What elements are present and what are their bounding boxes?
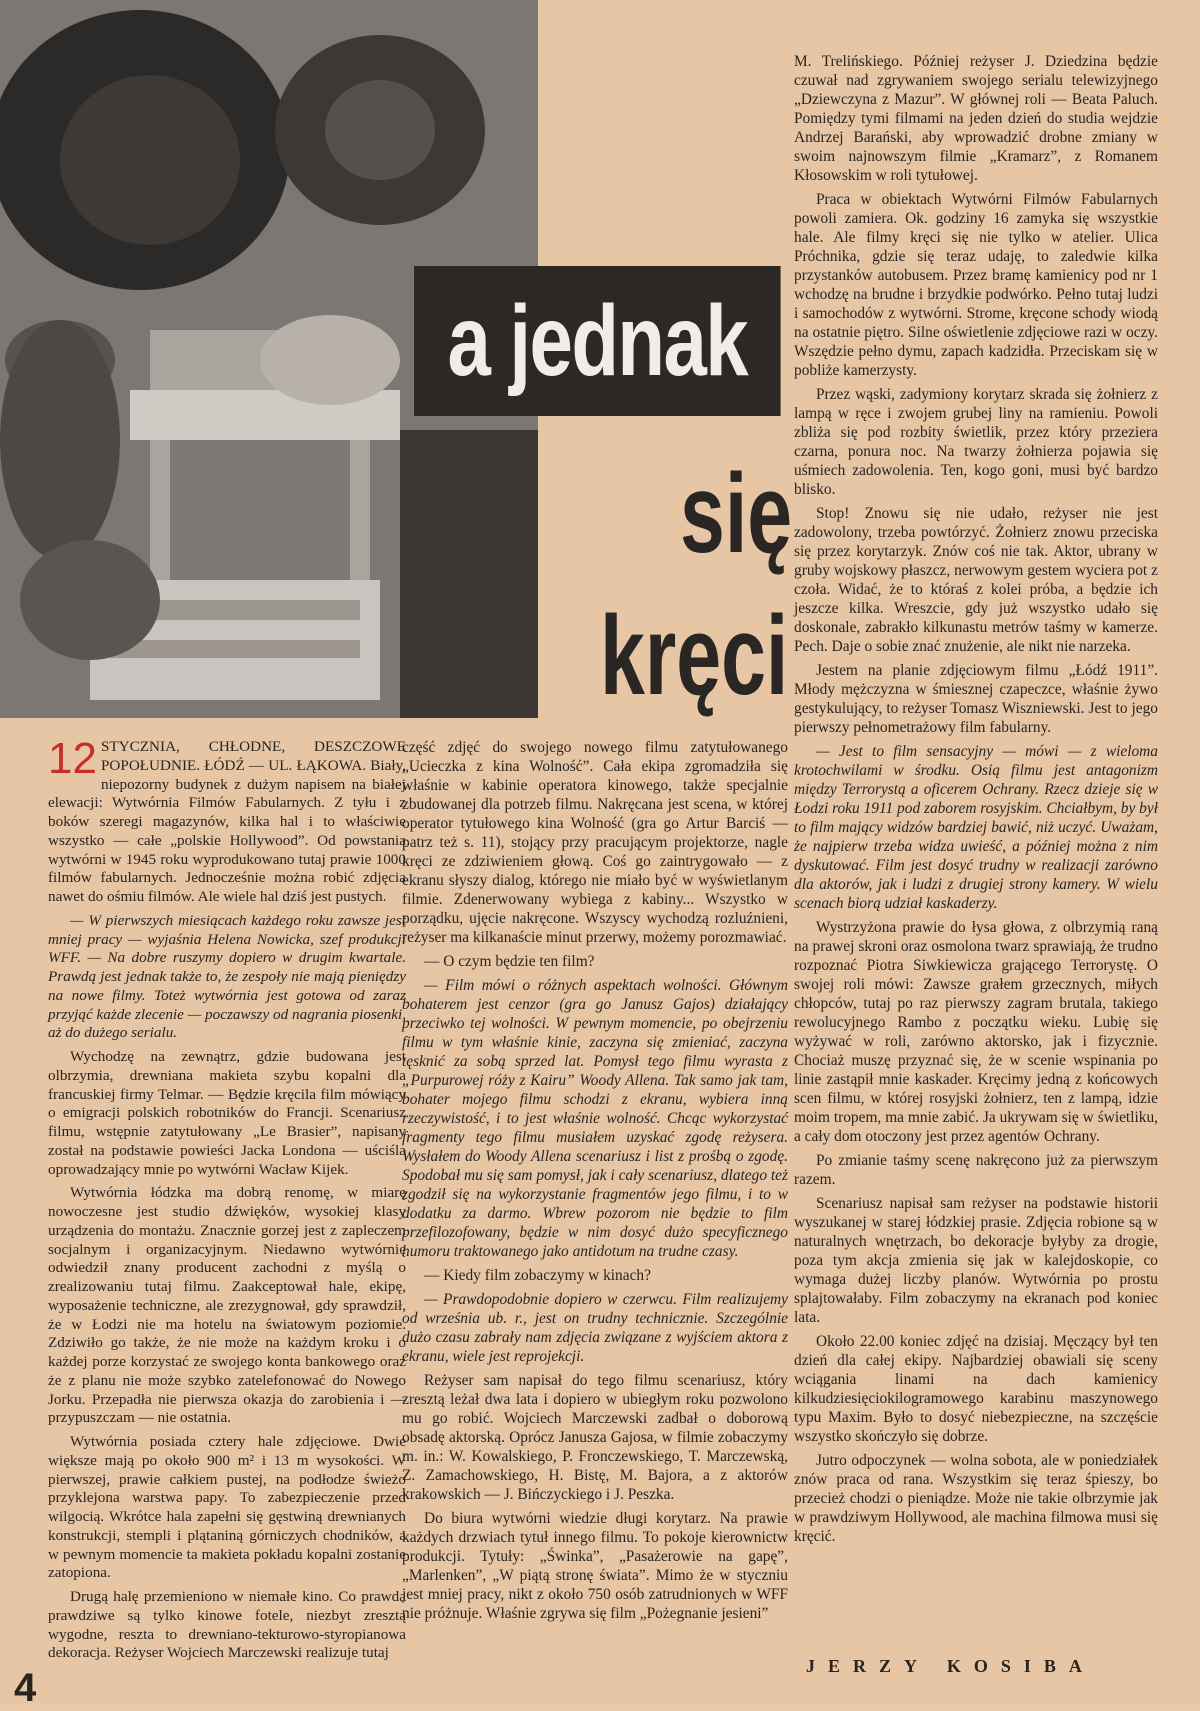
paragraph: — O czym będzie ten film? xyxy=(424,953,595,970)
headline-part1: a jednak xyxy=(447,285,748,397)
article-column-3 xyxy=(794,52,1158,1551)
paragraph: — W pierwszych miesiącach każdego roku zawsze jest mniej pracy — wyjaśnia Helena Nowicka, szef produkcji WFF. — Na dobre ruszymy dopiero w drugim kwartale. Prawdą jest jednak także to, że zespoły nie mają pieniędzy na nowe filmy. Toteż wytwórnia jest gotowa od zaraz przyjąć każde zlecenie — poczawszy od nagrania piosenki, aż do dużego serialu. xyxy=(48,911,406,1042)
paragraph: Wytwórnia łódzka ma dobrą renomę, w miarę nowoczesne jest studio dźwięków, wysokiej klasy urządzenia do montażu. Znacznie gorzej jest z zapleczem socjalnym i organizacyjnym. Niedawno wytwórnię odwiedził znany producent zachodni z myślą o zrealizowaniu tutaj filmu. Zaakceptował hale, ekipę, wyposażenie techniczne, ale zrezygnował, gdy sprawdził, że w Łodzi nie ma hotelu na światowym poziomie. Zdziwiło go także, że nie może na każdym kroku i o każdej porze korzystać ze swojego konta bankowego oraz że z planu nie może szybko zatelefonować do Nowego Jorku. Przepadła nie pierwsza okazja do zarobienia i — przypuszczam — nie ostatnia. xyxy=(48,1184,406,1427)
paragraph: Do biura wytwórni wiedzie długi korytarz. Na prawie każdych drzwiach tytuł innego filmu. To pokoje kierownictw produkcji. Tytuły: „Świnka”, „Pasażerowie na gapę”, „Marlenken”, „W piątą stronę świata”. Mimo że w styczniu jest mniej pracy, nikt z około 750 osób zatrudnionych w WFF nie próżnuje. Właśnie zgrywa się film „Pożegnanie jesieni” xyxy=(402,1510,788,1622)
paragraph: Około 22.00 koniec zdjęć na dzisiaj. Męczący był ten dzień dla całej ekipy. Najbardziej obawiali się sceny wciągania linami na dach kamienicy kilkudziesięciokilogramowego karabinu maszynowego typu Maxim. Było to dosyć niebezpieczne, na szczęście wszystko skończyło się dobrze. xyxy=(794,1333,1158,1445)
paragraph: — Film mówi o różnych aspektach wolności. Głównym bohaterem jest cenzor (gra go Janusz Gajos) działający przeciwko tej wolności. W pewnym momencie, po obejrzeniu filmu w tym właśnie kinie, zaczyna się zmieniać, zaczyna tęsknić za sobą sprzed lat. Pomysł tego filmu wyrasta z „Purpurowej róży z Kairu” Woody Allena. Tak samo jak tam, bohater mojego filmu schodzi z ekranu, wybiera inną rzeczywistość, i to jest właśnie wolność. Chcąc wykorzystać fragmenty tego filmu musiałem uzyskać zgodę reżysera. Wysłałem do Woody Allena scenariusz i list z prośbą o zgodę. Spodobał mu się sam pomysł, jak i cały scenariusz, dlatego też zgodził się na wykorzystanie fragmentów jego filmu, i to w dodatku za darmo. Wbrew pozorom nie będzie to film przefilozofowany, będzie w nim dosyć dużo specyficznego humoru traktowanego jako antidotum na trudne czasy. xyxy=(402,977,788,1260)
paragraph: Przez wąski, zadymiony korytarz skrada się żołnierz z lampą w ręce i zwojem grubej liny na ramieniu. Powoli zbliża się pod rozbity świetlik, przez który przeziera czarna, ponura noc. Na twarzy żołnierza pojawia się uśmiech zadowolenia. Ten, kogo goni, musi być bardzo blisko. xyxy=(794,386,1158,498)
dropcap-number: 12 xyxy=(48,734,97,783)
paragraph: część zdjęć do swojego nowego filmu zatytułowanego „Ucieczka z kina Wolność”. Cała ekipa zgromadziła się właśnie w kabinie operatora kinowego, także specjalnie zbudowanej dla potrzeb filmu. Nakręcana jest scena, w której operator tytułowego kina Wolność (gra go Artur Barciś — patrz też s. 11), stojący przy pracującym projektorze, nagle kręci ze zdziwieniem głową. Coś go zaintrygowało — z ekranu słyszy dialog, którego nie miało być w wyświetlanym filmie. Zdenerwowany wybiega z kabiny... Wszystko w porządku, ujęcie nakręcone. Wszyscy wychodzą rozluźnieni, reżyser ma kilkanaście minut przerwy, możemy porozmawiać. xyxy=(402,739,788,946)
author-byline: JERZY KOSIBA xyxy=(806,1656,1095,1676)
paragraph: Jutro odpoczynek — wolna sobota, ale w poniedziałek znów praca od rana. Wszystkim się teraz śpieszy, bo przecież chodzi o pieniądze. Może nie takie olbrzymie jak w prawdziwym Hollywood, ale machina filmowa musi się kręcić. xyxy=(794,1452,1158,1545)
paragraph: M. Trelińskiego. Później reżyser J. Dziedzina będzie czuwał nad zgrywaniem swojego serialu telewizyjnego „Dziewczyna z Mazur”. W głównej roli — Beata Paluch. Pomiędzy tymi filmami na jeden dzień do studia wejdzie Andrzej Barański, aby wprowadzić drobne zmiany w swoim najnowszym filmie „Kramarz”, z Romanem Kłosowskim w roli tytułowej. xyxy=(794,53,1158,184)
lead-paragraph xyxy=(48,734,406,907)
page-number: 4 xyxy=(14,1666,37,1710)
paragraph: — Jest to film sensacyjny — mówi — z wieloma krotochwilami w środku. Osią filmu jest antagonizm między Terrorystą a oficerem Ochrany. Rzecz dzieje się w Łodzi roku 1911 pod zaborem rosyjskim. Chciałbym, by był to film mający widzów bardziej bawić, niż uczyć. Uważam, że najpierw trzeba widza uwieść, a później można z nim dyskutować. Film jest dosyć trudny w realizacji zarówno dla aktorów, jak i ludzi z drugiej strony kamery. W wielu scenach biorą udział kaskaderzy. xyxy=(794,743,1158,912)
paragraph: Stop! Znowu się nie udało, reżyser nie jest zadowolony, trzeba powtórzyć. Żołnierz znowu przeciska się przez korytarzyk. Znów coś nie tak. Aktor, ubrany w gruby wojskowy płaszcz, nerwowym gestem wyciera pot z czoła. Widać, że to któraś z kolei próba, a będzie ich jeszcze kilka. Wreszcie, gdy już wszystko udało się doskonale, zabrakło kilkunastu metrów taśmy w kamerze. Pech. Daje o sobie znać znużenie, ale nikt nie narzeka. xyxy=(794,505,1158,655)
paragraph: Po zmianie taśmy scenę nakręcono już za pierwszym razem. xyxy=(794,1152,1158,1188)
paragraph-text: STYCZNIA, CHŁODNE, DESZCZOWE POPOŁUDNIE. ŁÓDŹ — UL. ŁĄKOWA. Biały, niepozorny budynek z dużym napisem na białej elewacji: Wytwórnia Filmów Fabularnych. Z tyłu i z boków szeregi magazynów, kilka hal i to właściwie wszystko — całe „polskie Hollywood”. Od powstania wytwórni w 1945 roku wyprodukowano tutaj prawie 1000 filmów fabularnych. Jednocześnie można robić zdjęcia nawet do ośmiu filmów. Ale wiele hal dziś jest pustych. xyxy=(48,738,406,905)
headline-a-jednak xyxy=(414,266,781,416)
paragraph: Drugą halę przemieniono w niemałe kino. Co prawda prawdziwe są tylko kinowe fotele, niezbyt zresztą wygodne, reszta to drewniano-tekturowo-styropianowa dekoracja. Reżyser Wojciech Marczewski realizuje tutaj xyxy=(48,1588,406,1662)
headline-kreci: kręci xyxy=(600,593,789,718)
paragraph: Praca w obiektach Wytwórni Filmów Fabularnych powoli zamiera. Ok. godziny 16 zamyka się wszystkie hale. Ale filmy kręci się nie tylko w atelier. Ulica Próchnika, gdzie się teraz udaję, to zaledwie kilka przystanków autobusem. Przez bramę kamienicy pod nr 1 wchodzę na brudne i brzydkie podwórko. Pełno tutaj ludzi i samochodów z wytwórni. Strome, kręcone schody wiodą na ostatnie piętro. Silne oświetlenie zdjęciowe razi w oczy. Wszędzie pełno dymu, zapach kadzidła. Przeciskam się w pobliże kamerzysty. xyxy=(794,191,1158,379)
paragraph: Wytwórnia posiada cztery hale zdjęciowe. Dwie większe mają po około 900 m² i 13 m wysokości. W pierwszej, prawie całkiem pustej, na podłodze świeżo przyklejona warstwa papy. To zabezpieczenie przed wilgocią. Wkrótce hala zapełni się gęstwiną drewnianych konstrukcji, stempli i plątaniną górniczych chodników, a w pewnym momencie ta makieta pokładu kopalni zostanie zatopiona. xyxy=(48,1433,406,1582)
paragraph: Scenariusz napisał sam reżyser na podstawie historii wyszukanej w starej łódzkiej prasie. Zdjęcia robione są w naturalnych wnętrzach, bo dekoracje byłyby za drogie, poza tym akcja zmienia się jak w kalejdoskopie, co wymaga dużej liczby planów. Wytwórnia po prostu splajtowałaby. Film zobaczymy na ekranach pod koniec lata. xyxy=(794,1195,1158,1326)
paragraph: Reżyser sam napisał do tego filmu scenariusz, który zresztą leżał dwa lata i dopiero w ubiegłym roku pozwolono mu go robić. Wojciech Marczewski zadbał o doborową obsadę aktorską. Oprócz Janusza Gajosa, w filmie zobaczymy m. in.: W. Kowalskiego, P. Fronczewskiego, T. Marczewską, Z. Zamachowskiego, H. Bistę, M. Bajora, a z aktorów krakowskich — J. Bińczyckiego i J. Peszka. xyxy=(402,1372,788,1503)
paragraph: — Kiedy film zobaczymy w kinach? xyxy=(424,1267,651,1284)
headline-sie: się xyxy=(680,451,793,576)
paragraph: — Prawdopodobnie dopiero w czerwcu. Film realizujemy od września ub. r., jest on trudny technicznie. Szczególnie dużo czasu zabrały nam zdjęcia związane z wyjściem aktora z ekranu, wiele jest reprojekcji. xyxy=(402,1291,788,1365)
article-column-2 xyxy=(402,738,788,1628)
paragraph: Wychodzę na zewnątrz, gdzie budowana jest olbrzymia, drewniana makieta szybu kopalni dla francuskiej firmy Telmar. — Będzie kręcila film mówiący o emigracji polskich robotników do Francji. Scenariusz filmu, wstępnie zatytułowany „Le Brasier”, napisany został na podstawie powieści Jacka Londona — uściśla oprowadzający mnie po wytwórni Wacław Kijek. xyxy=(48,1048,406,1178)
paragraph: Wystrzyżona prawie do łysa głowa, z olbrzymią raną na prawej skroni oraz osmolona twarz sprawiają, że trudno rozpoznać Piotra Siwkiewicza grającego Terrorystę. O swojej roli mówi: Zawsze grałem grzecznych, miłych chłopców, tutaj po raz pierwszy zagram brutala, takiego rewolucyjnego Rambo z początku wieku. Lubię się wyżywać w roli, zarówno aktorsko, jak i fizycznie. Chociaż muszę przyznać się, że w scenie wspinania po linie zastąpił mnie kaskader. Kręcimy jedną z końcowych scen filmu, w której rosyjski żołnierz, ten z lampą, idzie moim tropem, ma mnie zabić. Ja ukrywam się w świetliku, a cały dom otoczony jest przez agentów Ochrany. xyxy=(794,919,1158,1145)
paragraph: Jestem na planie zdjęciowym filmu „Łódź 1911”. Młody mężczyzna w śmiesznej czapeczce, właśnie żywo gestykulujący, to reżyser Tomasz Wiszniewski. Jest to jego pierwszy pełnometrażowy film fabularny. xyxy=(794,662,1158,736)
article-column-1 xyxy=(48,734,406,1668)
